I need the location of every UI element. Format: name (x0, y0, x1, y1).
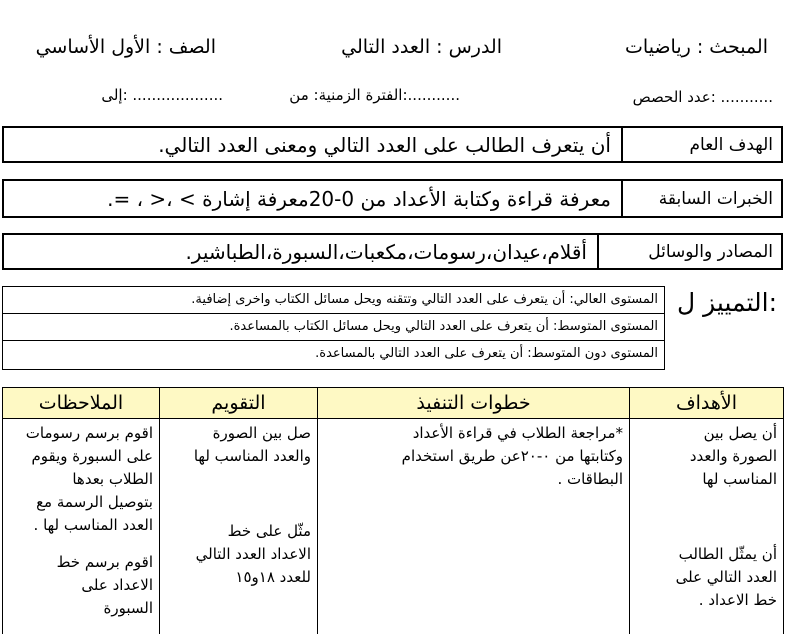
objective-1: أن يصل بين الصورة والعدد المناسب لها (689, 424, 777, 488)
level-high: المستوى العالي: أن يتعرف على العدد التالي وتتقنه ويحل مسائل الكتاب واخرى إضافية. (3, 287, 664, 314)
col-notes-header: الملاحظات (3, 388, 160, 419)
lesson-label: الدرس : العدد التالي (341, 36, 502, 58)
differentiation-label: التمييز ل: (677, 288, 777, 317)
resources-row (2, 233, 783, 270)
sessions-count: عدد الحصص: ........... (632, 88, 773, 106)
level-low: المستوى دون المتوسط: أن يتعرف على العدد التالي بالمساعدة. (315, 346, 658, 361)
note-1: اقوم برسم رسومات على السبورة ويقوم الطلاب بعدها بتوصيل الرسمة مع العدد المناسب لها . (25, 424, 153, 534)
evaluation-cell (160, 419, 318, 634)
col-objectives-header: الأهداف (630, 388, 784, 419)
evaluation-2: مثّل على خط الاعداد العدد التالي للعدد ١٨و١٥ (195, 522, 311, 586)
table-row (3, 419, 784, 634)
level-medium: المستوى المتوسط: أن يتعرف على العدد التالي ويحل مسائل الكتاب بالمساعدة. (3, 314, 664, 341)
prior-experience-row (2, 179, 783, 218)
objective-2: أن يمثّل الطالب العدد التالي على خط الاعداد . (675, 545, 777, 609)
resources-label: المصادر والوسائل (597, 235, 781, 268)
differentiation-levels (2, 286, 665, 370)
period-from: الفترة الزمنية: من:........... (289, 86, 460, 104)
col-steps-header: خطوات التنفيذ (318, 388, 630, 419)
resources-value: أقلام،عيدان،رسومات،مكعبات،السبورة،الطباشير. (185, 239, 587, 264)
step-1: *مراجعة الطلاب في قراءة الأعداد وكتابتها من ٠-٢٠عن طريق استخدام البطاقات . (401, 424, 623, 488)
prior-experience-label: الخبرات السابقة (621, 181, 781, 216)
general-objective-row (2, 126, 783, 163)
col-evaluation-header: التقويم (160, 388, 318, 419)
subject-label: المبحث : رياضيات (625, 36, 768, 58)
evaluation-1: صل بين الصورة والعدد المناسب لها (193, 424, 311, 465)
notes-cell (3, 419, 160, 634)
general-objective-label: الهدف العام (621, 128, 781, 161)
prior-experience-value: معرفة قراءة وكتابة الأعداد من 0-20معرفة إشارة > ،< ، =. (107, 186, 611, 211)
note-2: اقوم برسم خط الاعداد على السبورة (56, 553, 153, 617)
general-objective-value: أن يتعرف الطالب على العدد التالي ومعنى العدد التالي. (158, 132, 611, 157)
lesson-plan-table (2, 387, 784, 634)
table-header-row (3, 388, 784, 419)
steps-cell (318, 419, 630, 634)
objectives-cell (630, 419, 784, 634)
grade-label: الصف : الأول الأساسي (35, 36, 216, 58)
period-to: إلى: ................... (101, 86, 223, 104)
